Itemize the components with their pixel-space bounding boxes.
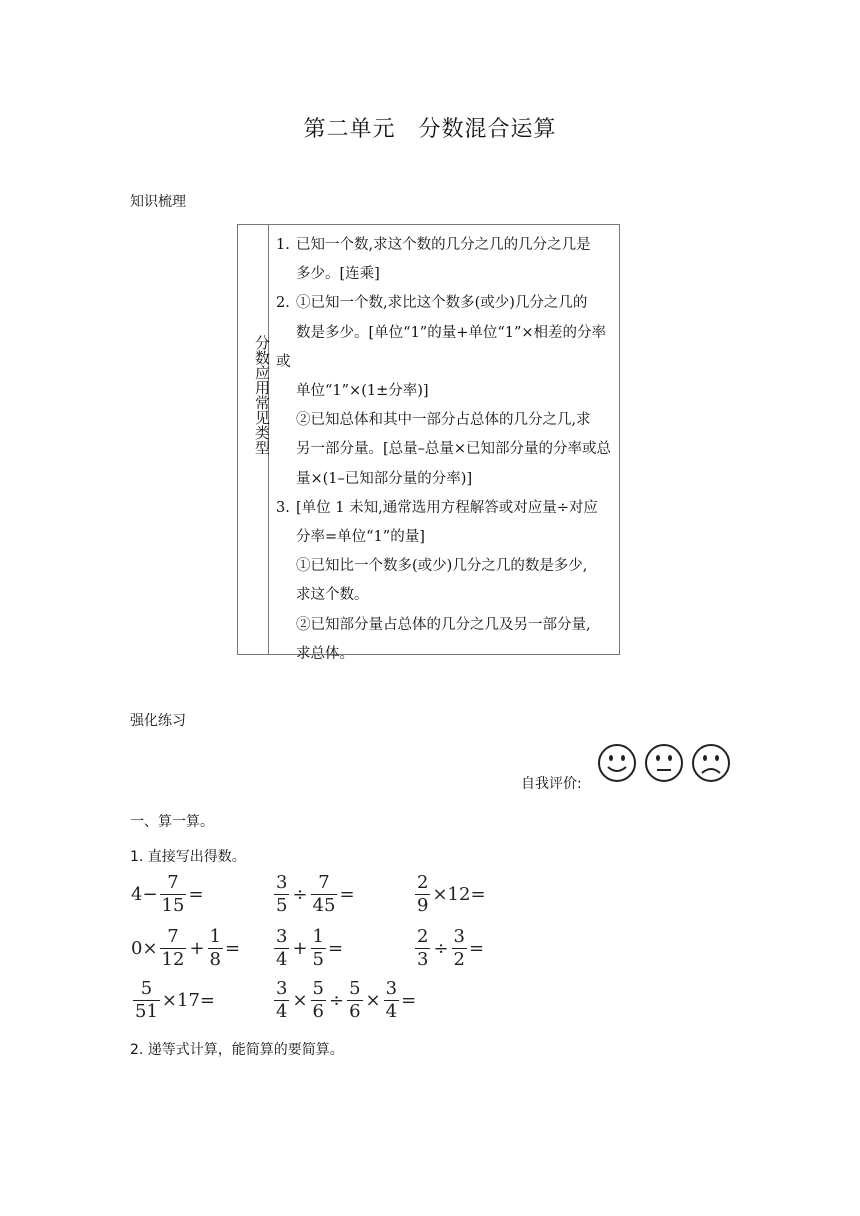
knowledge-line bbox=[276, 289, 616, 318]
knowledge-line bbox=[276, 581, 616, 610]
knowledge-table bbox=[237, 224, 620, 662]
knowledge-line bbox=[276, 231, 616, 260]
line-number: 3. bbox=[276, 499, 290, 516]
sad-face-icon[interactable] bbox=[691, 743, 731, 783]
page-title: 第二单元 分数混合运算 bbox=[303, 117, 557, 142]
smiley-face-icon[interactable] bbox=[597, 743, 637, 783]
expr-tail: ×12= bbox=[432, 884, 486, 905]
fraction: $\frac{3}{4}$ bbox=[276, 926, 288, 970]
fraction: $\frac{5}{6}$ bbox=[349, 978, 361, 1022]
knowledge-line bbox=[276, 552, 616, 581]
fraction: $\frac{3}{4}$ bbox=[385, 978, 398, 1022]
line-text: 分率=单位“1”的量] bbox=[296, 529, 425, 546]
practice-heading: 强化练习 bbox=[130, 713, 186, 729]
expr-tail: = bbox=[225, 938, 241, 959]
line-text: 另一部分量。[总量–总量×已知部分量的分率或总 bbox=[296, 441, 612, 458]
fraction: $\frac{2}{9}$ bbox=[417, 872, 429, 916]
line-text: 单位“1”×(1±分率)] bbox=[296, 383, 429, 400]
line-text: ②已知部分量占总体的几分之几及另一部分量, bbox=[296, 616, 591, 633]
operator: + bbox=[189, 938, 205, 959]
line-text: 已知一个数,求这个数的几分之几的几分之几是 bbox=[296, 237, 591, 253]
expr-text: 4− bbox=[131, 884, 158, 905]
expr-tail: ×17= bbox=[161, 990, 215, 1011]
expr-tail: = bbox=[401, 990, 417, 1011]
operator: ÷ bbox=[329, 990, 345, 1011]
line-text: 求这个数。 bbox=[296, 587, 369, 604]
expr-4 bbox=[131, 928, 240, 969]
knowledge-line bbox=[276, 640, 616, 669]
operator: ÷ bbox=[292, 884, 308, 905]
knowledge-line bbox=[276, 435, 616, 464]
expr-8 bbox=[272, 980, 416, 1021]
fraction: $\frac{5}{51}$ bbox=[135, 978, 158, 1022]
part-one-heading: 一、算一算。 bbox=[130, 814, 214, 830]
line-text: ②已知总体和其中一部分占总体的几分之几,求 bbox=[296, 412, 591, 429]
expr-1 bbox=[131, 874, 204, 915]
self-eval-label: 自我评价: bbox=[521, 776, 582, 792]
expr-tail: = bbox=[328, 938, 344, 959]
line-text: ①已知比一个数多(或少)几分之几的数是多少, bbox=[296, 558, 588, 575]
operator: × bbox=[292, 990, 308, 1011]
line-text: [单位 1 未知,通常选用方程解答或对应量÷对应 bbox=[296, 499, 598, 516]
fraction: $\frac{5}{6}$ bbox=[312, 978, 324, 1022]
line-number: 1. bbox=[276, 237, 290, 253]
knowledge-line bbox=[276, 611, 616, 640]
question-one: 1. 直接写出得数。 bbox=[130, 849, 246, 865]
knowledge-line bbox=[276, 319, 616, 377]
operator: × bbox=[365, 990, 381, 1011]
fraction: $\frac{3}{4}$ bbox=[276, 978, 288, 1022]
expr-tail: = bbox=[469, 938, 485, 959]
line-text: 量×(1–已知部分量的分率)] bbox=[296, 470, 473, 487]
fraction: $\frac{2}{3}$ bbox=[417, 926, 429, 970]
expr-2 bbox=[272, 874, 355, 915]
self-eval-faces bbox=[597, 743, 733, 787]
fraction: $\frac{7}{12}$ bbox=[161, 926, 185, 970]
neutral-face-icon[interactable] bbox=[644, 743, 684, 783]
line-text: ①已知一个数,求比这个数多(或少)几分之几的 bbox=[296, 295, 588, 312]
operator: + bbox=[292, 938, 308, 959]
fraction: $\frac{1}{8}$ bbox=[209, 926, 221, 970]
expr-7 bbox=[131, 980, 215, 1021]
line-text: 多少。[连乘] bbox=[296, 266, 380, 283]
knowledge-line bbox=[276, 406, 616, 435]
knowledge-line bbox=[276, 465, 616, 494]
fraction: $\frac{3}{5}$ bbox=[276, 872, 288, 916]
expr-text: 0× bbox=[131, 938, 158, 959]
fraction: $\frac{7}{45}$ bbox=[312, 872, 336, 916]
side-label: 分数应用常见类型 bbox=[253, 335, 271, 455]
knowledge-heading: 知识梳理 bbox=[130, 194, 186, 210]
knowledge-content bbox=[276, 231, 616, 669]
operator: ÷ bbox=[433, 938, 449, 959]
expr-tail: = bbox=[339, 884, 355, 905]
fraction: $\frac{3}{2}$ bbox=[453, 926, 465, 970]
line-text: 数是多少。[单位“1”的量+单位“1”×相差的分率或 bbox=[276, 324, 607, 370]
knowledge-line bbox=[276, 494, 616, 523]
fraction: $\frac{1}{5}$ bbox=[312, 926, 324, 970]
line-text: 求总体。 bbox=[296, 645, 354, 662]
knowledge-line bbox=[276, 260, 616, 289]
knowledge-line bbox=[276, 523, 616, 552]
knowledge-line bbox=[276, 377, 616, 406]
expr-6 bbox=[413, 928, 484, 969]
fraction: $\frac{7}{15}$ bbox=[161, 872, 185, 916]
expr-3 bbox=[413, 874, 486, 915]
question-two: 2. 递等式计算，能简算的要简算。 bbox=[130, 1042, 344, 1058]
expr-tail: = bbox=[188, 884, 204, 905]
line-number: 2. bbox=[276, 295, 290, 312]
expr-5 bbox=[272, 928, 343, 969]
